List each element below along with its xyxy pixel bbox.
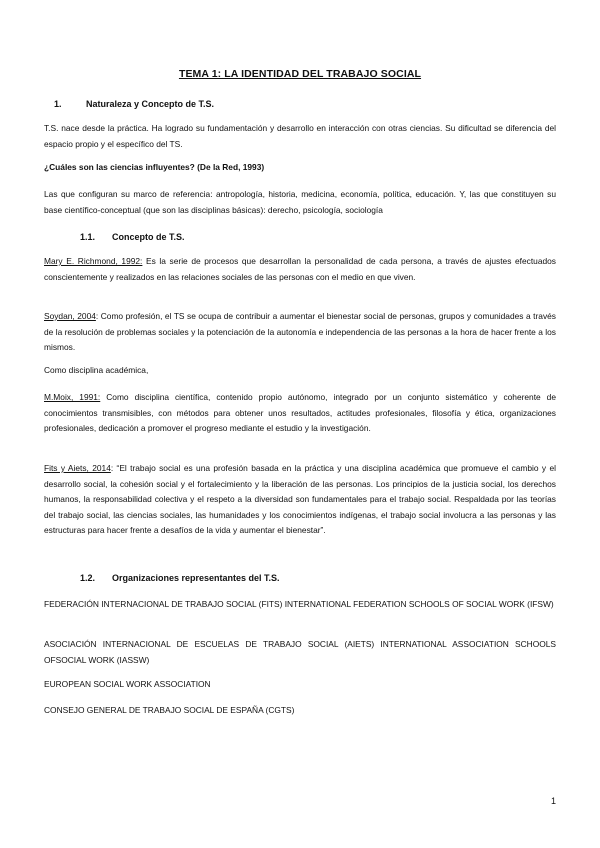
definition-fits-aiets: [44, 461, 556, 539]
answer-paragraph: Las que configuran su marco de referencia: antropología, historia, medicina, economía, política, educación. Y, las que constituyen su base científico-conceptual (que son las disciplinas básicas): derecho, psicología, sociología: [44, 189, 556, 215]
org-item: ASOCIACIÓN INTERNACIONAL DE ESCUELAS DE TRABAJO SOCIAL (AIETS) INTERNATIONAL ASSOCIATION SCHOOLS OFSOCIAL WORK (IASSW): [44, 639, 556, 665]
definition-moix: [44, 390, 556, 437]
org-item: CONSEJO GENERAL DE TRABAJO SOCIAL DE ESPAÑA (CGTS): [44, 705, 295, 715]
section-label: Naturaleza y Concepto de T.S.: [86, 99, 215, 109]
org-item: FEDERACIÓN INTERNACIONAL DE TRABAJO SOCIAL (FITS) INTERNATIONAL FEDERATION SCHOOLS OF SOCIAL WORK (IFSW): [44, 599, 554, 609]
document-title: TEMA 1: LA IDENTIDAD DEL TRABAJO SOCIAL: [178, 68, 422, 80]
section-number: 1.2.: [80, 573, 96, 583]
definition-author: M.Moix, 1991:: [44, 392, 101, 402]
definition-text: Es la serie de procesos que desarrollan la personalidad de cada persona, a través de ajustes efectuados conscientemente y realizados en las relaciones sociales de las personas con el medio en que viven.: [44, 256, 556, 282]
section-label: Concepto de T.S.: [112, 232, 185, 242]
section-heading-1-1: [80, 232, 185, 242]
section-number: 1.1.: [80, 232, 96, 242]
section-number: 1.: [54, 99, 62, 109]
org-item: EUROPEAN SOCIAL WORK ASSOCIATION: [44, 679, 211, 689]
section-heading-1: [54, 99, 214, 109]
section-label: Organizaciones representantes del T.S.: [112, 573, 280, 583]
definition-text: : “El trabajo social es una profesión basada en la práctica y una disciplina académica que promueve el cambio y el desarrollo social, la cohesión social y el fortalecimiento y la liberación de las personas. Los principios de la justicia social, los derechos humanos, la responsabilidad colectiva y el respeto a la diversidad son fundamentales para el trabajo social. Respaldada por las teorías del trabajo social, las ciencias sociales, las humanidades y los conocimientos indígenas, el trabajo social involucra a las personas y las estructuras para hacer frente a desafíos de la vida y aumentar el bienestar”.: [44, 463, 556, 536]
definition-author: Soydan, 2004: [44, 311, 96, 321]
definition-text: : Como profesión, el TS se ocupa de contribuir a aumentar el bienestar social de personas, grupos y comunidades a través de la resolución de problemas sociales y la potenciación de la autonomía e independencia de las personas a la hora de hacer frente a los mismos.: [44, 311, 556, 353]
section-heading-1-2: [80, 573, 280, 583]
definition-text: Como disciplina científica, contenido propio autónomo, integrado por un conjunto sistemático y coherente de conocimientos transmisibles, con métodos para obtener unos resultados, actitudes profesionales, filosofía y ética, organizaciones profesionales, dedicación a promover el progreso mediante el estudio y la investigación.: [44, 392, 556, 434]
definition-author: Mary E. Richmond, 1992:: [44, 256, 143, 266]
academic-note: Como disciplina académica,: [44, 365, 149, 375]
definition-soydan: [44, 309, 556, 356]
intro-paragraph: T.S. nace desde la práctica. Ha logrado su fundamentación y desarrollo en interacción con otras ciencias. Su dificultad se diferencia del espacio propio y el específico del TS.: [44, 123, 556, 149]
definition-author: Fits y Aiets, 2014: [44, 463, 111, 473]
definition-richmond: [44, 254, 556, 285]
question-heading: ¿Cuáles son las ciencias influyentes? (De la Red, 1993): [44, 162, 265, 172]
page-number: 1: [550, 796, 556, 806]
